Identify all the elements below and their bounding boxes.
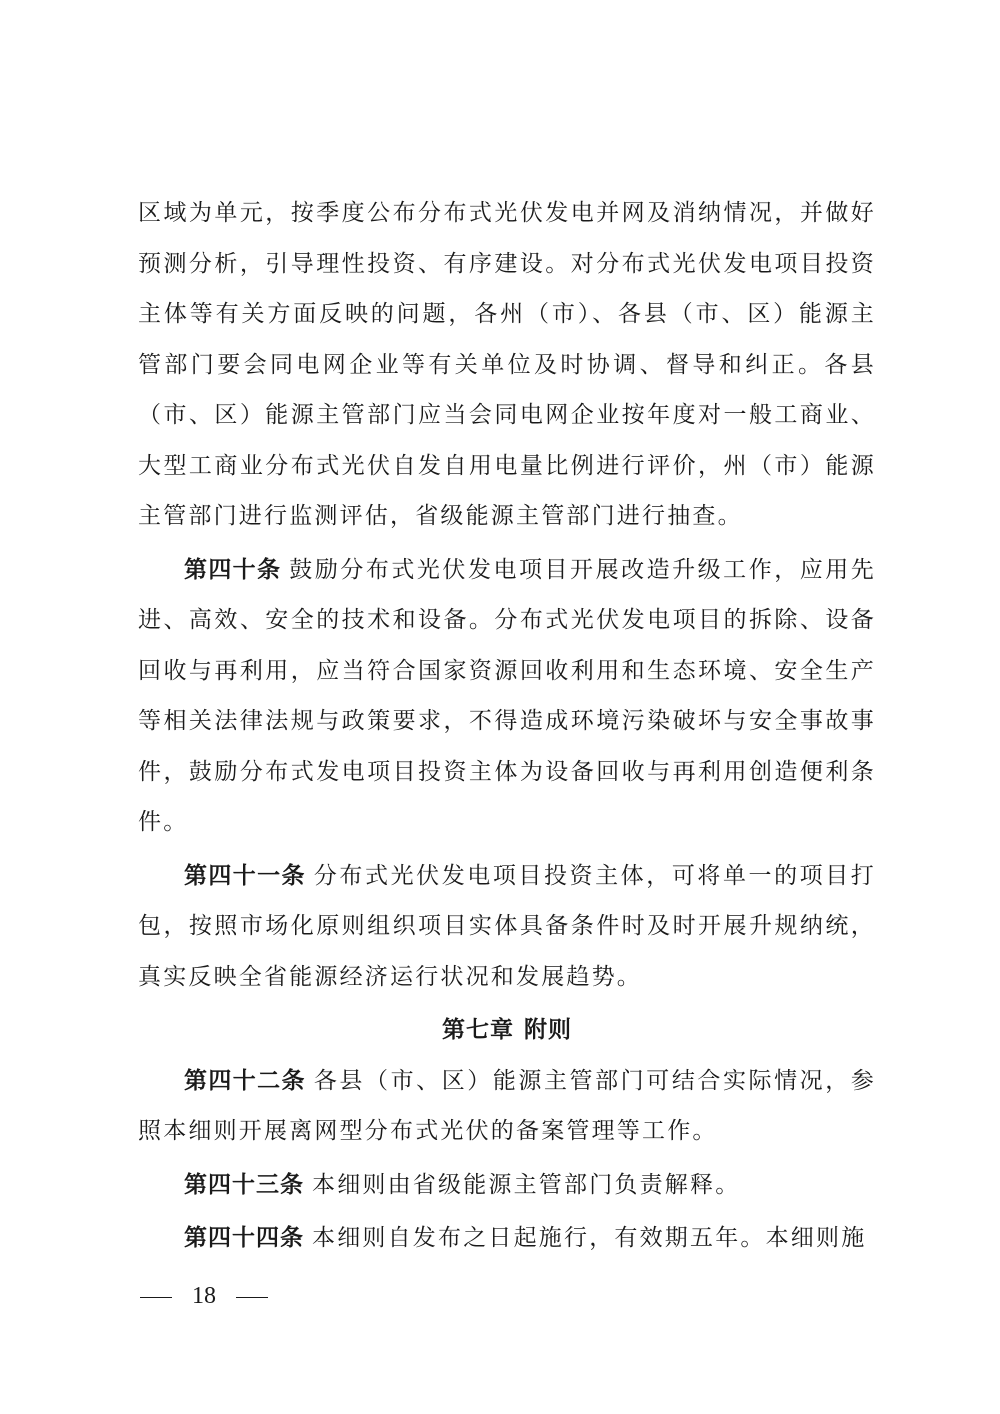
- article-title: 第四十一条: [184, 861, 306, 889]
- article-title: 第四十条: [184, 555, 282, 583]
- article-title: 第四十四条: [184, 1224, 304, 1251]
- footer-dash-right: [236, 1297, 268, 1298]
- page-footer: [140, 1283, 268, 1310]
- article-title: 第四十三条: [184, 1170, 304, 1198]
- article-text: 本细则由省级能源主管部门负责解释。: [312, 1171, 741, 1198]
- article-text: 分布式光伏发电项目投资主体，可将单一的项目打包，按照市场化原则组织项目实体具备条件时及时开展升规纳统，真实反映全省能源经济运行状况和发展趋势。: [138, 862, 877, 990]
- article-43: [138, 1160, 876, 1211]
- chapter-number: 第七章: [442, 1016, 514, 1043]
- footer-dash-left: [140, 1297, 172, 1298]
- article-41: [138, 851, 876, 1003]
- page-number: 18: [192, 1283, 216, 1309]
- chapter-title: 附则: [524, 1016, 572, 1043]
- article-text: 各县（市、区）能源主管部门可结合实际情况，参照本细则开展离网型分布式光伏的备案管理等工作。: [138, 1067, 877, 1144]
- document-body: [138, 188, 876, 1267]
- article-44: [138, 1213, 876, 1264]
- article-40: [138, 545, 876, 848]
- article-title: 第四十二条: [184, 1066, 306, 1094]
- paragraph-text: 区域为单元，按季度公布分布式光伏发电并网及消纳情况，并做好预测分析，引导理性投资、有序建设。对分布式光伏发电项目投资主体等有关方面反映的问题，各州（市）、各县（市、区）能源主管部门要会同电网企业等有关单位及时协调、督导和纠正。各县（市、区）能源主管部门应当会同电网企业按年度对一般工商业、大型工商业分布式光伏自发自用电量比例进行评价，州（市）能源主管部门进行监测评估，省级能源主管部门进行抽查。: [138, 200, 876, 529]
- paragraph-continuation: [138, 188, 876, 542]
- article-text: 本细则自发布之日起施行，有效期五年。本细则施: [312, 1225, 867, 1251]
- article-text: 鼓励分布式光伏发电项目开展改造升级工作，应用先进、高效、安全的技术和设备。分布式光伏发电项目的拆除、设备回收与再利用，应当符合国家资源回收利用和生态环境、安全生产等相关法律法规与政策要求，不得造成环境污染破坏与安全事故事件，鼓励分布式发电项目投资主体为设备回收与再利用创造便利条件。: [138, 556, 876, 835]
- article-42: [138, 1056, 876, 1157]
- chapter-heading: [138, 1005, 876, 1056]
